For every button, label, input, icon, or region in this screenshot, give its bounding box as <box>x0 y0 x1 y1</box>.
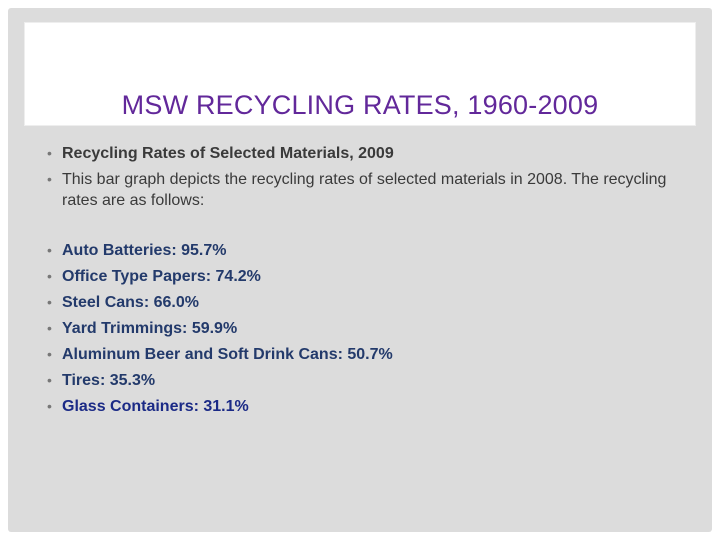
bullet-icon: • <box>47 171 52 187</box>
intro-heading: Recycling Rates of Selected Materials, 2009 <box>62 145 394 162</box>
title-box <box>24 22 696 126</box>
rate-text: Office Type Papers: 74.2% <box>62 268 261 285</box>
rate-text: Steel Cans: 66.0% <box>62 294 199 311</box>
bullet-icon: • <box>47 372 52 388</box>
bullet-icon: • <box>47 294 52 310</box>
bullet-icon: • <box>47 346 52 362</box>
bullet-icon: • <box>47 268 52 284</box>
bullet-icon: • <box>47 242 52 258</box>
rate-text: Auto Batteries: 95.7% <box>62 242 227 259</box>
rate-text: Tires: 35.3% <box>62 372 156 389</box>
bullet-icon: • <box>47 398 52 414</box>
rate-text: Glass Containers: 31.1% <box>62 398 249 415</box>
rate-text: Aluminum Beer and Soft Drink Cans: 50.7% <box>62 346 393 363</box>
slide-title: MSW RECYCLING RATES, 1960-2009 <box>121 90 599 120</box>
bullet-icon: • <box>47 145 52 161</box>
rate-text: Yard Trimmings: 59.9% <box>62 320 238 337</box>
bullet-icon: • <box>47 320 52 336</box>
intro-description: This bar graph depicts the recycling rates of selected materials in 2008. The recycling rates are as follows: <box>62 171 667 209</box>
